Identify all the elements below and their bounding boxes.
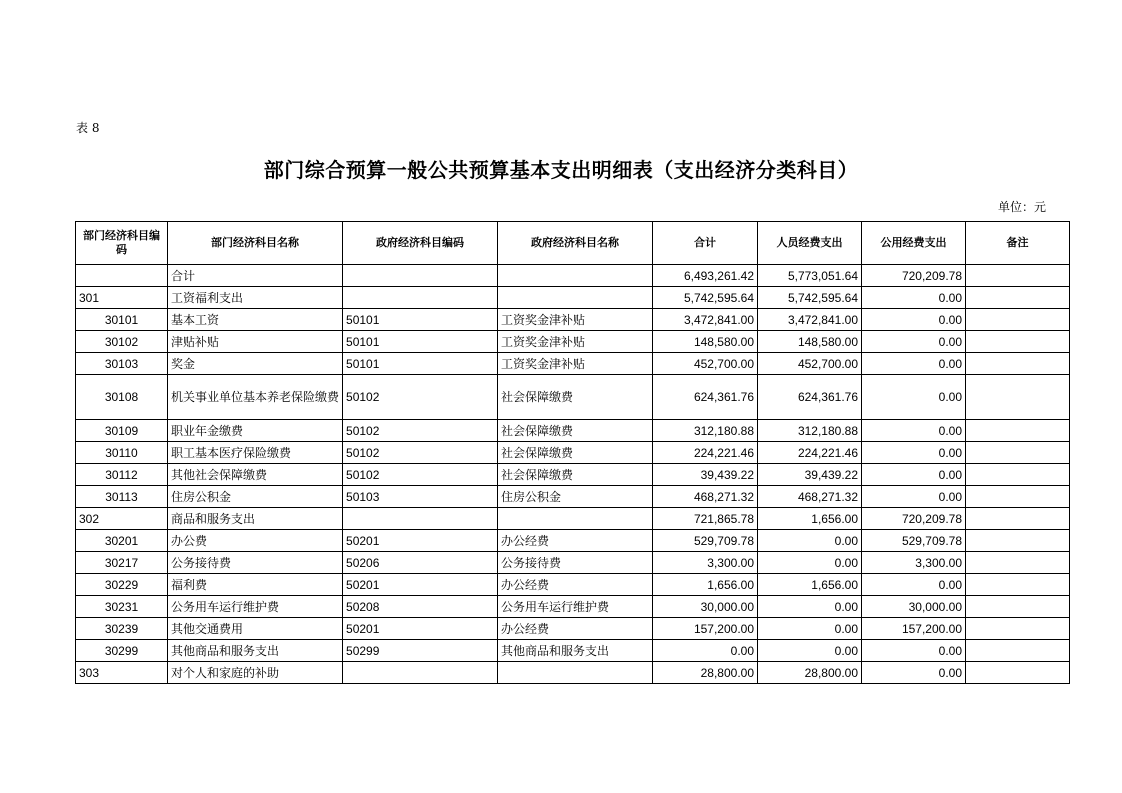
cell-dept-name: 机关事业单位基本养老保险缴费 [168,375,343,420]
cell-note [966,287,1070,309]
cell-dept-code: 30217 [76,552,168,574]
cell-total: 3,300.00 [653,552,758,574]
cell-note [966,353,1070,375]
cell-total: 6,493,261.42 [653,265,758,287]
cell-note [966,574,1070,596]
cell-note [966,662,1070,684]
cell-gov-name: 社会保障缴费 [498,464,653,486]
table-row [76,640,1070,662]
cell-public: 0.00 [862,640,966,662]
cell-total: 3,472,841.00 [653,309,758,331]
header-gov-code: 政府经济科目编码 [343,222,498,265]
cell-gov-name: 住房公积金 [498,486,653,508]
cell-note [966,420,1070,442]
cell-total: 312,180.88 [653,420,758,442]
cell-dept-name: 职工基本医疗保险缴费 [168,442,343,464]
header-note: 备注 [966,222,1070,265]
cell-gov-code: 50103 [343,486,498,508]
cell-public: 720,209.78 [862,265,966,287]
cell-personnel: 5,742,595.64 [758,287,862,309]
cell-note [966,309,1070,331]
cell-total: 148,580.00 [653,331,758,353]
cell-dept-code: 30108 [76,375,168,420]
cell-gov-code: 50201 [343,530,498,552]
cell-personnel: 39,439.22 [758,464,862,486]
cell-gov-name: 办公经费 [498,530,653,552]
header-total: 合计 [653,222,758,265]
cell-dept-code: 30101 [76,309,168,331]
cell-gov-name [498,265,653,287]
cell-dept-code: 30113 [76,486,168,508]
cell-gov-code: 50101 [343,353,498,375]
cell-dept-code: 30103 [76,353,168,375]
cell-personnel: 0.00 [758,530,862,552]
table-row [76,596,1070,618]
table-row [76,464,1070,486]
cell-gov-code [343,287,498,309]
cell-gov-name: 公务用车运行维护费 [498,596,653,618]
table-row [76,552,1070,574]
cell-personnel: 0.00 [758,596,862,618]
cell-note [966,508,1070,530]
cell-dept-name: 福利费 [168,574,343,596]
cell-note [966,442,1070,464]
cell-personnel: 224,221.46 [758,442,862,464]
cell-dept-code: 30102 [76,331,168,353]
cell-note [966,530,1070,552]
cell-gov-code [343,662,498,684]
cell-dept-code: 30299 [76,640,168,662]
cell-gov-code: 50201 [343,618,498,640]
cell-public: 3,300.00 [862,552,966,574]
cell-dept-code: 30231 [76,596,168,618]
cell-personnel: 28,800.00 [758,662,862,684]
cell-public: 0.00 [862,353,966,375]
cell-public: 720,209.78 [862,508,966,530]
cell-dept-name: 办公费 [168,530,343,552]
cell-gov-name: 工资奖金津补贴 [498,331,653,353]
cell-note [966,265,1070,287]
cell-dept-code: 30110 [76,442,168,464]
cell-public: 0.00 [862,309,966,331]
cell-public: 0.00 [862,464,966,486]
cell-dept-code: 301 [76,287,168,309]
cell-personnel: 5,773,051.64 [758,265,862,287]
cell-public: 0.00 [862,287,966,309]
cell-gov-code: 50201 [343,574,498,596]
cell-total: 0.00 [653,640,758,662]
cell-total: 224,221.46 [653,442,758,464]
cell-personnel: 3,472,841.00 [758,309,862,331]
cell-personnel: 1,656.00 [758,508,862,530]
cell-personnel: 148,580.00 [758,331,862,353]
unit-label: 单位：元 [997,200,1046,214]
cell-gov-code: 50206 [343,552,498,574]
table-row [76,309,1070,331]
table-row [76,420,1070,442]
cell-personnel: 624,361.76 [758,375,862,420]
cell-total: 5,742,595.64 [653,287,758,309]
cell-dept-name: 商品和服务支出 [168,508,343,530]
cell-dept-code: 30239 [76,618,168,640]
table-row [76,530,1070,552]
header-dept-code: 部门经济科目编码 [76,222,168,265]
cell-gov-code: 50299 [343,640,498,662]
table-row [76,265,1070,287]
cell-dept-code: 303 [76,662,168,684]
cell-gov-name [498,287,653,309]
cell-gov-code: 50101 [343,309,498,331]
cell-total: 39,439.22 [653,464,758,486]
cell-gov-name: 工资奖金津补贴 [498,309,653,331]
cell-note [966,618,1070,640]
cell-dept-name: 对个人和家庭的补助 [168,662,343,684]
cell-note [966,464,1070,486]
cell-gov-name [498,662,653,684]
cell-dept-code: 30112 [76,464,168,486]
page-title: 部门综合预算一般公共预算基本支出明细表（支出经济分类科目） [263,158,859,182]
cell-note [966,331,1070,353]
cell-personnel: 0.00 [758,552,862,574]
cell-total: 157,200.00 [653,618,758,640]
table-row [76,486,1070,508]
header-row [76,222,1070,265]
cell-dept-name: 其他交通费用 [168,618,343,640]
cell-total: 28,800.00 [653,662,758,684]
cell-total: 721,865.78 [653,508,758,530]
cell-gov-code: 50102 [343,442,498,464]
cell-gov-code: 50102 [343,375,498,420]
table-row [76,375,1070,420]
cell-total: 1,656.00 [653,574,758,596]
cell-dept-name: 工资福利支出 [168,287,343,309]
table-row [76,353,1070,375]
header-personnel: 人员经费支出 [758,222,862,265]
cell-personnel: 0.00 [758,618,862,640]
table-row [76,287,1070,309]
cell-dept-name: 基本工资 [168,309,343,331]
header-public: 公用经费支出 [862,222,966,265]
header-gov-name: 政府经济科目名称 [498,222,653,265]
cell-public: 30,000.00 [862,596,966,618]
table-row [76,331,1070,353]
cell-note [966,486,1070,508]
table-row [76,508,1070,530]
cell-public: 0.00 [862,486,966,508]
cell-dept-name: 住房公积金 [168,486,343,508]
cell-gov-name: 公务接待费 [498,552,653,574]
cell-public: 157,200.00 [862,618,966,640]
cell-dept-code: 30201 [76,530,168,552]
table-number: 表 8 [76,121,100,135]
cell-gov-name: 其他商品和服务支出 [498,640,653,662]
cell-gov-code [343,508,498,530]
cell-personnel: 452,700.00 [758,353,862,375]
cell-total: 624,361.76 [653,375,758,420]
cell-total: 468,271.32 [653,486,758,508]
cell-dept-name: 其他社会保障缴费 [168,464,343,486]
cell-dept-name: 合计 [168,265,343,287]
cell-public: 0.00 [862,420,966,442]
table-row [76,618,1070,640]
cell-personnel: 312,180.88 [758,420,862,442]
cell-gov-code: 50208 [343,596,498,618]
cell-public: 0.00 [862,574,966,596]
cell-personnel: 0.00 [758,640,862,662]
cell-note [966,596,1070,618]
cell-gov-name: 社会保障缴费 [498,442,653,464]
cell-total: 452,700.00 [653,353,758,375]
cell-gov-name: 办公经费 [498,618,653,640]
table-row [76,662,1070,684]
cell-dept-code: 30109 [76,420,168,442]
cell-gov-name: 办公经费 [498,574,653,596]
cell-dept-name: 津贴补贴 [168,331,343,353]
cell-dept-name: 其他商品和服务支出 [168,640,343,662]
cell-gov-name: 社会保障缴费 [498,420,653,442]
cell-public: 0.00 [862,331,966,353]
cell-gov-code: 50102 [343,420,498,442]
header-dept-name: 部门经济科目名称 [168,222,343,265]
cell-personnel: 468,271.32 [758,486,862,508]
cell-note [966,375,1070,420]
cell-gov-code: 50101 [343,331,498,353]
cell-dept-code: 30229 [76,574,168,596]
table-body [76,265,1070,684]
expenditure-detail-table [75,221,1070,684]
cell-note [966,552,1070,574]
table-row [76,574,1070,596]
cell-public: 0.00 [862,442,966,464]
cell-gov-name: 工资奖金津补贴 [498,353,653,375]
cell-total: 30,000.00 [653,596,758,618]
cell-gov-name [498,508,653,530]
cell-gov-code [343,265,498,287]
cell-total: 529,709.78 [653,530,758,552]
table-row [76,442,1070,464]
cell-personnel: 1,656.00 [758,574,862,596]
cell-dept-name: 职业年金缴费 [168,420,343,442]
cell-public: 529,709.78 [862,530,966,552]
cell-dept-name: 公务用车运行维护费 [168,596,343,618]
cell-gov-name: 社会保障缴费 [498,375,653,420]
cell-note [966,640,1070,662]
cell-dept-name: 公务接待费 [168,552,343,574]
cell-public: 0.00 [862,662,966,684]
cell-gov-code: 50102 [343,464,498,486]
cell-dept-code [76,265,168,287]
cell-dept-code: 302 [76,508,168,530]
cell-public: 0.00 [862,375,966,420]
cell-dept-name: 奖金 [168,353,343,375]
